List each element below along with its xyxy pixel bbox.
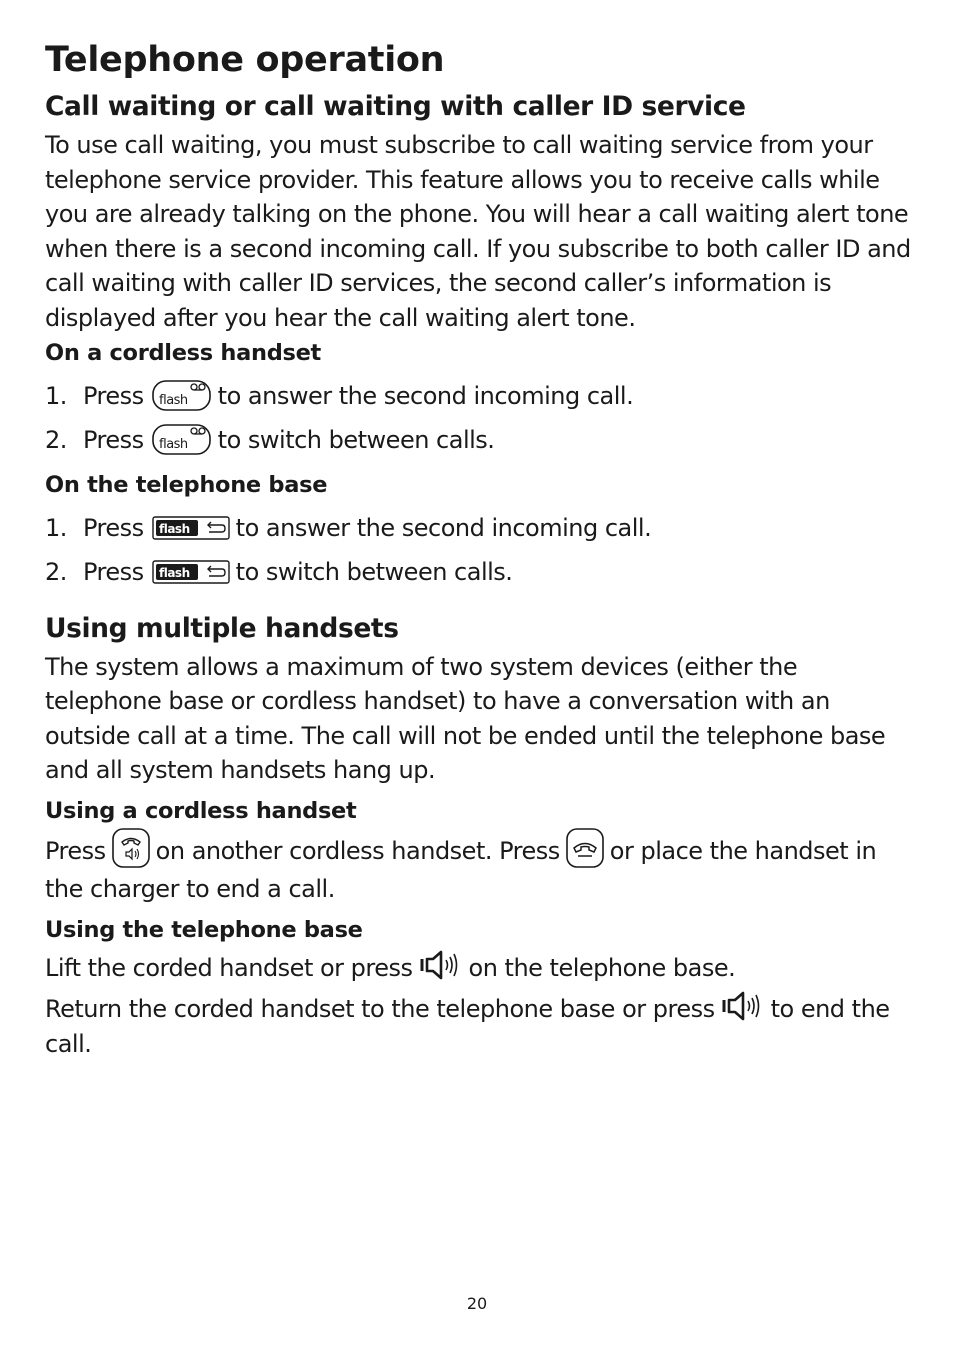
- page-number: 20: [466, 1294, 488, 1313]
- base-flash-key-icon: [152, 560, 230, 584]
- handset-subheading: On a cordless handset: [45, 339, 322, 366]
- handset-step-1: 1. Press flash to answer the second incoming call.: [45, 381, 634, 410]
- base-step-2: 2. Press flash to switch between calls.: [45, 557, 513, 586]
- svg-text:flash: flash: [158, 521, 190, 536]
- speaker-icon: [419, 948, 463, 982]
- base-subheading: On the telephone base: [45, 471, 328, 498]
- call-waiting-body: To use call waiting, you must subscribe to call waiting service from your telephone service provider. This feature allows you to receive calls while you are already talking on the phone. You will hear a call waiting alert tone when there is a second incoming call. If you subscribe to both caller ID and call waiting with caller ID services, the second caller’s information is displayed after you hear the call waiting alert tone.: [45, 131, 911, 332]
- base-usage-line-1: Lift the corded handset or press on the telephone base.: [45, 951, 915, 986]
- svg-text:flash: flash: [158, 436, 188, 452]
- svg-text:flash: flash: [158, 392, 188, 408]
- base-step-1: 1. Press flash to answer the second incoming call.: [45, 513, 652, 542]
- flash-key-icon: [152, 424, 212, 456]
- cordless-subheading: Using a cordless handset: [45, 797, 357, 824]
- flash-key-icon: [152, 380, 212, 412]
- base-flash-key-icon: [152, 516, 230, 540]
- speaker-icon: [721, 989, 765, 1023]
- multiple-handsets-heading: Using multiple handsets: [45, 612, 399, 644]
- base-usage-subheading: Using the telephone base: [45, 916, 363, 943]
- page-content: [45, 38, 915, 1061]
- off-cancel-key-icon: [566, 828, 604, 868]
- base-usage-line-2: Return the corded handset to the telephone base or press to end the call.: [45, 992, 915, 1062]
- talk-speaker-key-icon: [112, 828, 150, 868]
- multiple-handsets-body: The system allows a maximum of two system devices (either the telephone base or cordless handset) to have a conversation with an outside call at a time. The call will not be ended until the telephone base and all system handsets hang up.: [45, 652, 886, 785]
- cordless-instructions: Press on another cordless handset. Press or place the handset in the charger to end a call.: [45, 832, 915, 907]
- call-waiting-heading: Call waiting or call waiting with caller ID service: [45, 91, 746, 122]
- svg-text:flash: flash: [158, 565, 190, 580]
- page-title: Telephone operation: [45, 40, 445, 80]
- handset-step-2: 2. Press flash to switch between calls.: [45, 425, 495, 454]
